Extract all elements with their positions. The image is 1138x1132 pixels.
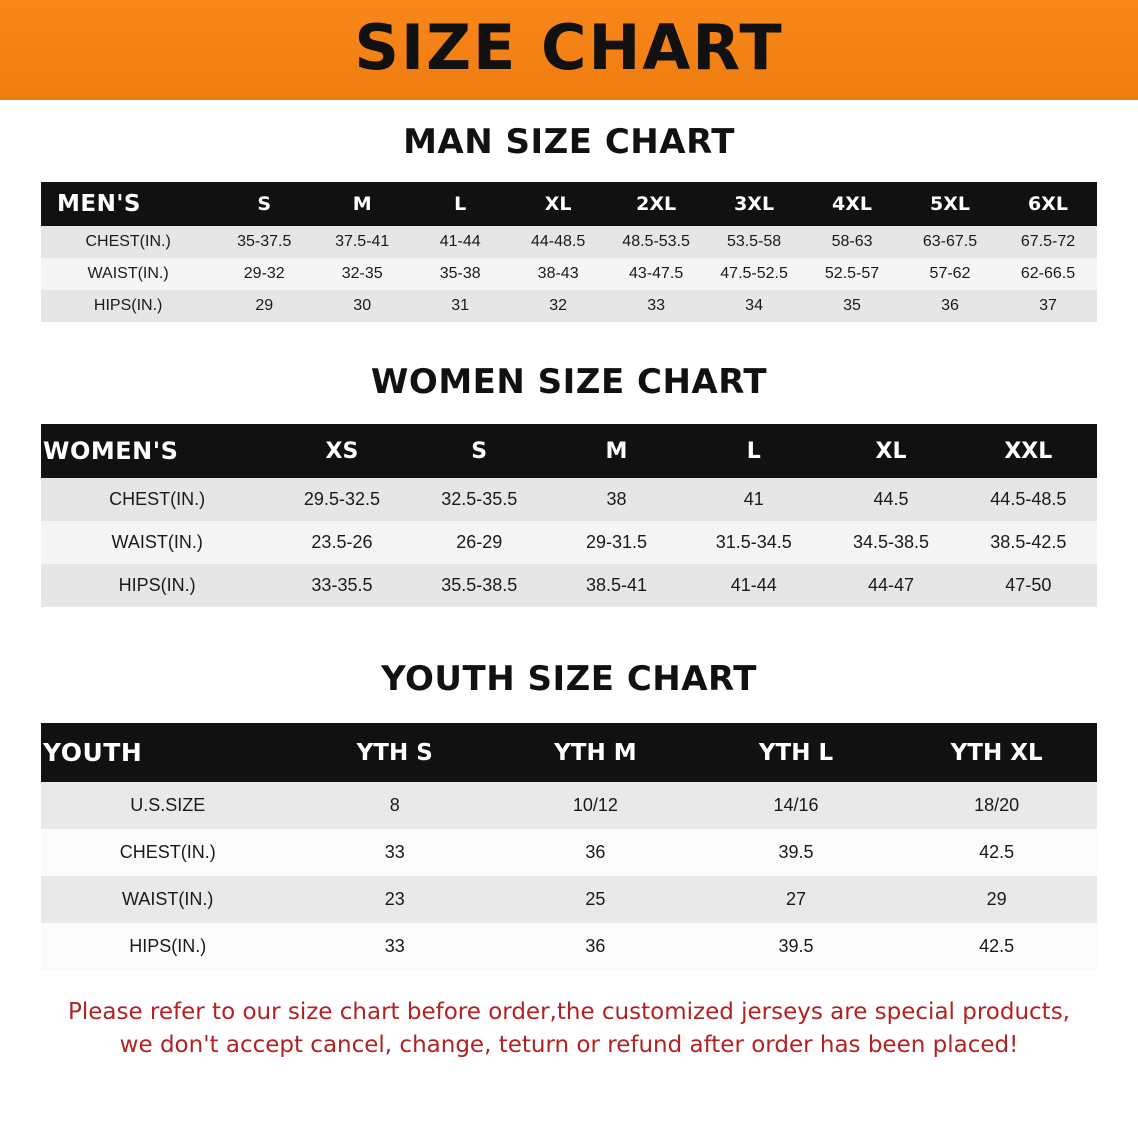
table-header-row [41, 424, 1097, 478]
men-col-2: L [411, 182, 509, 226]
men-r2-c3: 32 [509, 290, 607, 322]
youth-row-1-label: CHEST(IN.) [41, 829, 294, 876]
men-r0-c3: 44-48.5 [509, 226, 607, 258]
men-r1-c1: 32-35 [313, 258, 411, 290]
women-row-0-label: CHEST(IN.) [41, 478, 273, 521]
table-header-row [41, 182, 1097, 226]
table-row [41, 876, 1097, 923]
youth-r0-c0: 8 [294, 782, 495, 829]
men-col-6: 4XL [803, 182, 901, 226]
men-r0-c0: 35-37.5 [215, 226, 313, 258]
youth-r1-c2: 39.5 [696, 829, 897, 876]
men-r0-c6: 58-63 [803, 226, 901, 258]
women-r2-c4: 44-47 [822, 564, 959, 607]
men-r1-c2: 35-38 [411, 258, 509, 290]
men-r2-c7: 36 [901, 290, 999, 322]
men-r1-c0: 29-32 [215, 258, 313, 290]
women-section-heading: WOMEN SIZE CHART [370, 362, 768, 402]
women-r0-c2: 38 [548, 478, 685, 521]
men-r1-c8: 62-66.5 [999, 258, 1097, 290]
youth-row-2-label: WAIST(IN.) [41, 876, 294, 923]
man-table-wrapper [41, 182, 1097, 322]
disclaimer-note [34, 996, 1104, 1061]
women-r1-c2: 29-31.5 [548, 521, 685, 564]
youth-r1-c0: 33 [294, 829, 495, 876]
youth-row-0-label: U.S.SIZE [41, 782, 294, 829]
table-row [41, 258, 1097, 290]
men-r2-c4: 33 [607, 290, 705, 322]
youth-r3-c2: 39.5 [696, 923, 897, 970]
men-col-0: S [215, 182, 313, 226]
women-r1-c3: 31.5-34.5 [685, 521, 822, 564]
women-table-wrapper [41, 424, 1097, 607]
women-col-1: S [411, 424, 548, 478]
youth-r2-c2: 27 [696, 876, 897, 923]
women-col-3: L [685, 424, 822, 478]
banner [0, 0, 1138, 100]
youth-r3-c3: 42.5 [896, 923, 1097, 970]
men-r0-c5: 53.5-58 [705, 226, 803, 258]
women-r0-c3: 41 [685, 478, 822, 521]
women-r2-c3: 41-44 [685, 564, 822, 607]
youth-r0-c1: 10/12 [495, 782, 696, 829]
youth-r2-c3: 29 [896, 876, 1097, 923]
table-header-row [41, 723, 1097, 782]
men-col-3: XL [509, 182, 607, 226]
men-col-8: 6XL [999, 182, 1097, 226]
youth-section-heading: YOUTH SIZE CHART [381, 659, 757, 699]
youth-corner-label: YOUTH [41, 723, 294, 782]
table-row [41, 782, 1097, 829]
women-col-0: XS [273, 424, 410, 478]
youth-r2-c0: 23 [294, 876, 495, 923]
table-row [41, 564, 1097, 607]
table-row [41, 478, 1097, 521]
youth-row-3-label: HIPS(IN.) [41, 923, 294, 970]
women-size-table [41, 424, 1097, 607]
women-corner-label: WOMEN'S [41, 424, 273, 478]
women-r2-c5: 47-50 [960, 564, 1097, 607]
women-r0-c4: 44.5 [822, 478, 959, 521]
men-r0-c2: 41-44 [411, 226, 509, 258]
men-r2-c6: 35 [803, 290, 901, 322]
women-r1-c1: 26-29 [411, 521, 548, 564]
page-title: SIZE CHART [354, 11, 784, 84]
women-r2-c1: 35.5-38.5 [411, 564, 548, 607]
women-r0-c5: 44.5-48.5 [960, 478, 1097, 521]
men-row-0-label: CHEST(IN.) [41, 226, 215, 258]
women-r1-c5: 38.5-42.5 [960, 521, 1097, 564]
men-r1-c6: 52.5-57 [803, 258, 901, 290]
men-col-1: M [313, 182, 411, 226]
table-row [41, 226, 1097, 258]
men-r0-c8: 67.5-72 [999, 226, 1097, 258]
women-col-4: XL [822, 424, 959, 478]
men-col-4: 2XL [607, 182, 705, 226]
man-section-heading: MAN SIZE CHART [403, 122, 735, 162]
youth-col-0: YTH S [294, 723, 495, 782]
youth-col-1: YTH M [495, 723, 696, 782]
women-r2-c0: 33-35.5 [273, 564, 410, 607]
youth-r1-c1: 36 [495, 829, 696, 876]
women-r1-c0: 23.5-26 [273, 521, 410, 564]
women-col-2: M [548, 424, 685, 478]
men-col-7: 5XL [901, 182, 999, 226]
youth-col-2: YTH L [696, 723, 897, 782]
men-row-2-label: HIPS(IN.) [41, 290, 215, 322]
men-r1-c5: 47.5-52.5 [705, 258, 803, 290]
table-row [41, 923, 1097, 970]
youth-r1-c3: 42.5 [896, 829, 1097, 876]
women-r0-c0: 29.5-32.5 [273, 478, 410, 521]
men-r1-c4: 43-47.5 [607, 258, 705, 290]
men-col-5: 3XL [705, 182, 803, 226]
youth-r0-c2: 14/16 [696, 782, 897, 829]
women-r0-c1: 32.5-35.5 [411, 478, 548, 521]
youth-size-table [41, 723, 1097, 970]
table-row [41, 290, 1097, 322]
youth-r0-c3: 18/20 [896, 782, 1097, 829]
men-r0-c4: 48.5-53.5 [607, 226, 705, 258]
youth-col-3: YTH XL [896, 723, 1097, 782]
women-row-1-label: WAIST(IN.) [41, 521, 273, 564]
youth-r3-c0: 33 [294, 923, 495, 970]
disclaimer-line-1: Please refer to our size chart before order,the customized jerseys are special products, [67, 999, 1070, 1025]
youth-table-wrapper [41, 723, 1097, 970]
youth-r3-c1: 36 [495, 923, 696, 970]
men-r0-c1: 37.5-41 [313, 226, 411, 258]
men-corner-label: MEN'S [41, 182, 215, 226]
men-r1-c7: 57-62 [901, 258, 999, 290]
women-col-5: XXL [960, 424, 1097, 478]
men-row-1-label: WAIST(IN.) [41, 258, 215, 290]
women-r1-c4: 34.5-38.5 [822, 521, 959, 564]
youth-r2-c1: 25 [495, 876, 696, 923]
disclaimer-line-2: we don't accept cancel, change, teturn or refund after order has been placed! [119, 1031, 1019, 1058]
man-size-table [41, 182, 1097, 322]
table-row [41, 829, 1097, 876]
men-r2-c5: 34 [705, 290, 803, 322]
men-r2-c0: 29 [215, 290, 313, 322]
women-r2-c2: 38.5-41 [548, 564, 685, 607]
men-r2-c2: 31 [411, 290, 509, 322]
men-r0-c7: 63-67.5 [901, 226, 999, 258]
men-r2-c1: 30 [313, 290, 411, 322]
men-r1-c3: 38-43 [509, 258, 607, 290]
women-row-2-label: HIPS(IN.) [41, 564, 273, 607]
men-r2-c8: 37 [999, 290, 1097, 322]
table-row [41, 521, 1097, 564]
